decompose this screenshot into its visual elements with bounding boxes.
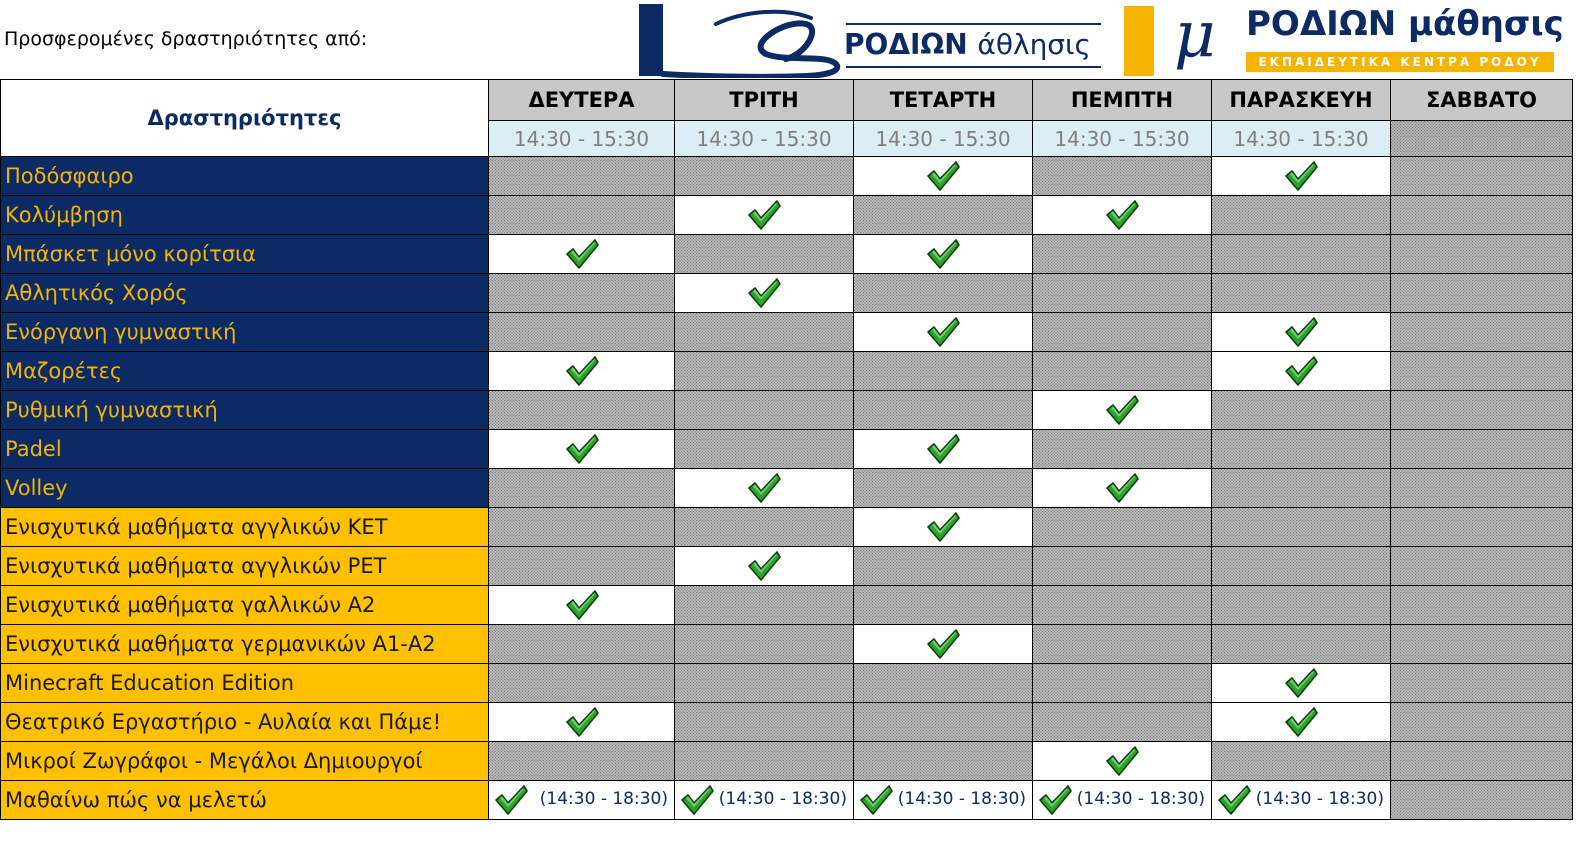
slot-available-wednesday bbox=[854, 313, 1033, 352]
logo-block bbox=[1124, 6, 1154, 76]
checkmark-icon bbox=[1283, 315, 1319, 349]
table-row bbox=[1, 625, 1573, 664]
slot-unavailable-thursday bbox=[1033, 274, 1212, 313]
checkmark-icon bbox=[1216, 783, 1252, 817]
slot-unavailable-wednesday bbox=[854, 352, 1033, 391]
slot-unavailable-monday bbox=[489, 547, 675, 586]
slot-unavailable-monday bbox=[489, 157, 675, 196]
slot-available-monday bbox=[489, 235, 675, 274]
checkmark-icon bbox=[1283, 354, 1319, 388]
slot-unavailable-tuesday bbox=[675, 430, 854, 469]
checkmark-icon bbox=[679, 783, 715, 817]
day-header-wednesday: ΤΕΤΑΡΤΗ bbox=[854, 80, 1033, 121]
table-row bbox=[1, 742, 1573, 781]
activity-name: Ποδόσφαιρο bbox=[1, 157, 489, 196]
checkmark-icon bbox=[1283, 705, 1319, 739]
slot-unavailable-saturday bbox=[1391, 196, 1573, 235]
slot-available-friday bbox=[1212, 313, 1391, 352]
slot-unavailable-wednesday bbox=[854, 196, 1033, 235]
logo-mu-letter: μ bbox=[1174, 0, 1216, 72]
activity-name: Ενόργανη γυμναστική bbox=[1, 313, 489, 352]
slot-available-tuesday bbox=[675, 469, 854, 508]
activity-name: Μαθαίνω πώς να μελετώ bbox=[1, 781, 489, 820]
slot-unavailable-saturday bbox=[1391, 703, 1573, 742]
slot-unavailable-thursday bbox=[1033, 235, 1212, 274]
table-row bbox=[1, 469, 1573, 508]
slot-unavailable-thursday bbox=[1033, 547, 1212, 586]
checkmark-icon bbox=[1104, 471, 1140, 505]
extended-time-label: (14:30 - 18:30) bbox=[1076, 789, 1205, 809]
table-row bbox=[1, 664, 1573, 703]
table-row bbox=[1, 235, 1573, 274]
slot-available-thursday bbox=[1033, 742, 1212, 781]
time-slot-wednesday: 14:30 - 15:30 bbox=[854, 121, 1033, 157]
slot-unavailable-friday bbox=[1212, 274, 1391, 313]
slot-unavailable-thursday bbox=[1033, 703, 1212, 742]
table-row bbox=[1, 547, 1573, 586]
checkmark-icon bbox=[925, 237, 961, 271]
slot-unavailable-saturday bbox=[1391, 742, 1573, 781]
activity-name: Volley bbox=[1, 469, 489, 508]
slot-unavailable-saturday bbox=[1391, 313, 1573, 352]
logo-learning-brand: ΡΟΔΙΩΝ μάθησις bbox=[1246, 4, 1564, 44]
slot-available-thursday bbox=[1033, 196, 1212, 235]
day-header-saturday: ΣΑΒΒΑΤΟ bbox=[1391, 80, 1573, 121]
rodion-mathisis-logo bbox=[1122, 0, 1572, 78]
slot-unavailable-friday bbox=[1212, 391, 1391, 430]
logo-rule bbox=[846, 66, 1101, 68]
slot-unavailable-tuesday bbox=[675, 157, 854, 196]
time-slot-tuesday: 14:30 - 15:30 bbox=[675, 121, 854, 157]
extended-time-label: (14:30 - 18:30) bbox=[897, 789, 1026, 809]
checkmark-icon bbox=[1104, 198, 1140, 232]
checkmark-icon bbox=[746, 276, 782, 310]
checkmark-icon bbox=[746, 549, 782, 583]
slot-unavailable-monday bbox=[489, 625, 675, 664]
slot-available-tuesday bbox=[675, 781, 854, 820]
header-bar bbox=[0, 0, 1576, 80]
slot-unavailable-saturday bbox=[1391, 586, 1573, 625]
slot-available-thursday bbox=[1033, 781, 1212, 820]
activity-name: Κολύμβηση bbox=[1, 196, 489, 235]
slot-unavailable-saturday bbox=[1391, 157, 1573, 196]
table-row bbox=[1, 703, 1573, 742]
time-slot-saturday bbox=[1391, 121, 1573, 157]
slot-unavailable-thursday bbox=[1033, 508, 1212, 547]
slot-unavailable-wednesday bbox=[854, 664, 1033, 703]
slot-available-friday bbox=[1212, 157, 1391, 196]
activity-name: Padel bbox=[1, 430, 489, 469]
time-slot-monday: 14:30 - 15:30 bbox=[489, 121, 675, 157]
slot-unavailable-friday bbox=[1212, 469, 1391, 508]
slot-unavailable-wednesday bbox=[854, 703, 1033, 742]
slot-available-friday bbox=[1212, 352, 1391, 391]
intro-text: Προσφερομένες δραστηριότητες από: bbox=[4, 28, 368, 50]
slot-unavailable-wednesday bbox=[854, 547, 1033, 586]
slot-unavailable-saturday bbox=[1391, 274, 1573, 313]
slot-available-tuesday bbox=[675, 274, 854, 313]
slot-unavailable-saturday bbox=[1391, 625, 1573, 664]
logo-athletics-text bbox=[844, 28, 1091, 61]
slot-unavailable-saturday bbox=[1391, 235, 1573, 274]
slot-available-wednesday bbox=[854, 235, 1033, 274]
logo-learning-tagline: ΕΚΠΑΙΔΕΥΤΙΚΑ ΚΕΝΤΡΑ ΡΟΔΟΥ bbox=[1246, 52, 1554, 72]
checkmark-icon bbox=[925, 432, 961, 466]
slot-available-wednesday bbox=[854, 430, 1033, 469]
checkmark-icon bbox=[746, 198, 782, 232]
checkmark-icon bbox=[564, 432, 600, 466]
slot-available-tuesday bbox=[675, 547, 854, 586]
activity-name: Αθλητικός Χορός bbox=[1, 274, 489, 313]
slot-unavailable-friday bbox=[1212, 742, 1391, 781]
checkmark-icon bbox=[925, 627, 961, 661]
slot-available-wednesday bbox=[854, 508, 1033, 547]
slot-available-monday bbox=[489, 352, 675, 391]
slot-unavailable-monday bbox=[489, 391, 675, 430]
table-row bbox=[1, 352, 1573, 391]
logo-swoosh-icon bbox=[636, 4, 846, 78]
activity-name: Μικροί Ζωγράφοι - Μεγάλοι Δημιουργοί bbox=[1, 742, 489, 781]
slot-unavailable-monday bbox=[489, 664, 675, 703]
activity-name: Θεατρικό Εργαστήριο - Αυλαία και Πάμε! bbox=[1, 703, 489, 742]
slot-unavailable-friday bbox=[1212, 430, 1391, 469]
checkmark-icon bbox=[858, 783, 894, 817]
slot-unavailable-thursday bbox=[1033, 625, 1212, 664]
slot-available-friday bbox=[1212, 781, 1391, 820]
slot-unavailable-wednesday bbox=[854, 586, 1033, 625]
slot-available-monday bbox=[489, 703, 675, 742]
slot-unavailable-saturday bbox=[1391, 352, 1573, 391]
slot-available-monday bbox=[489, 430, 675, 469]
slot-unavailable-friday bbox=[1212, 625, 1391, 664]
slot-available-monday bbox=[489, 586, 675, 625]
slot-unavailable-friday bbox=[1212, 586, 1391, 625]
extended-time-label: (14:30 - 18:30) bbox=[718, 789, 847, 809]
slot-unavailable-friday bbox=[1212, 196, 1391, 235]
slot-unavailable-monday bbox=[489, 313, 675, 352]
slot-available-wednesday bbox=[854, 157, 1033, 196]
activity-name: Ενισχυτικά μαθήματα γαλλικών Α2 bbox=[1, 586, 489, 625]
table-row bbox=[1, 508, 1573, 547]
slot-unavailable-monday bbox=[489, 469, 675, 508]
schedule-body bbox=[1, 157, 1573, 820]
slot-available-wednesday bbox=[854, 781, 1033, 820]
checkmark-icon bbox=[925, 510, 961, 544]
day-header-friday: ΠΑΡΑΣΚΕΥΗ bbox=[1212, 80, 1391, 121]
slot-unavailable-thursday bbox=[1033, 664, 1212, 703]
slot-available-friday bbox=[1212, 703, 1391, 742]
slot-unavailable-wednesday bbox=[854, 742, 1033, 781]
checkmark-icon bbox=[1037, 783, 1073, 817]
time-slot-thursday: 14:30 - 15:30 bbox=[1033, 121, 1212, 157]
activity-name: Ενισχυτικά μαθήματα γερμανικών Α1-Α2 bbox=[1, 625, 489, 664]
extended-time-label: (14:30 - 18:30) bbox=[539, 789, 668, 809]
time-slot-friday: 14:30 - 15:30 bbox=[1212, 121, 1391, 157]
slot-unavailable-tuesday bbox=[675, 625, 854, 664]
slot-unavailable-tuesday bbox=[675, 508, 854, 547]
logo-athletics-word: άθλησις bbox=[977, 28, 1091, 61]
slot-unavailable-thursday bbox=[1033, 352, 1212, 391]
slot-unavailable-monday bbox=[489, 508, 675, 547]
day-header-monday: ΔΕΥΤΕΡΑ bbox=[489, 80, 675, 121]
slot-unavailable-tuesday bbox=[675, 586, 854, 625]
table-row bbox=[1, 274, 1573, 313]
slot-unavailable-wednesday bbox=[854, 469, 1033, 508]
checkmark-icon bbox=[1283, 666, 1319, 700]
day-header-thursday: ΠΕΜΠΤΗ bbox=[1033, 80, 1212, 121]
day-header-tuesday: ΤΡΙΤΗ bbox=[675, 80, 854, 121]
checkmark-icon bbox=[564, 237, 600, 271]
table-row bbox=[1, 157, 1573, 196]
slot-unavailable-saturday bbox=[1391, 508, 1573, 547]
slot-unavailable-saturday bbox=[1391, 430, 1573, 469]
checkmark-icon bbox=[493, 783, 529, 817]
activities-header: Δραστηριότητες bbox=[1, 80, 489, 157]
slot-unavailable-saturday bbox=[1391, 469, 1573, 508]
slot-unavailable-tuesday bbox=[675, 235, 854, 274]
slot-available-thursday bbox=[1033, 469, 1212, 508]
slot-unavailable-wednesday bbox=[854, 274, 1033, 313]
slot-available-wednesday bbox=[854, 625, 1033, 664]
slot-unavailable-friday bbox=[1212, 547, 1391, 586]
slot-unavailable-monday bbox=[489, 742, 675, 781]
slot-available-thursday bbox=[1033, 391, 1212, 430]
slot-unavailable-tuesday bbox=[675, 352, 854, 391]
table-row bbox=[1, 391, 1573, 430]
slot-unavailable-tuesday bbox=[675, 391, 854, 430]
slot-unavailable-tuesday bbox=[675, 742, 854, 781]
slot-unavailable-tuesday bbox=[675, 313, 854, 352]
slot-unavailable-saturday bbox=[1391, 664, 1573, 703]
slot-unavailable-thursday bbox=[1033, 430, 1212, 469]
slot-available-friday bbox=[1212, 664, 1391, 703]
slot-unavailable-saturday bbox=[1391, 547, 1573, 586]
slot-unavailable-tuesday bbox=[675, 703, 854, 742]
checkmark-icon bbox=[925, 159, 961, 193]
checkmark-icon bbox=[564, 705, 600, 739]
slot-unavailable-monday bbox=[489, 274, 675, 313]
slot-unavailable-saturday bbox=[1391, 391, 1573, 430]
activity-name: Ενισχυτικά μαθήματα αγγλικών PET bbox=[1, 547, 489, 586]
slot-available-monday bbox=[489, 781, 675, 820]
slot-unavailable-thursday bbox=[1033, 157, 1212, 196]
slot-unavailable-thursday bbox=[1033, 313, 1212, 352]
slot-unavailable-monday bbox=[489, 196, 675, 235]
table-row bbox=[1, 586, 1573, 625]
table-row bbox=[1, 196, 1573, 235]
checkmark-icon bbox=[1104, 744, 1140, 778]
table-row bbox=[1, 313, 1573, 352]
day-header-row bbox=[1, 80, 1573, 121]
slot-unavailable-thursday bbox=[1033, 586, 1212, 625]
activity-name: Ρυθμική γυμναστική bbox=[1, 391, 489, 430]
logo-rule bbox=[846, 23, 1101, 25]
checkmark-icon bbox=[564, 354, 600, 388]
activities-schedule-table bbox=[0, 79, 1573, 820]
activity-name: Μπάσκετ μόνο κορίτσια bbox=[1, 235, 489, 274]
slot-available-tuesday bbox=[675, 196, 854, 235]
checkmark-icon bbox=[1283, 159, 1319, 193]
activity-name: Minecraft Education Edition bbox=[1, 664, 489, 703]
activity-name: Ενισχυτικά μαθήματα αγγλικών ΚΕΤ bbox=[1, 508, 489, 547]
logo-athletics-brand: ΡΟΔΙΩΝ bbox=[844, 28, 968, 61]
checkmark-icon bbox=[925, 315, 961, 349]
checkmark-icon bbox=[564, 588, 600, 622]
slot-unavailable-friday bbox=[1212, 235, 1391, 274]
table-row bbox=[1, 781, 1573, 820]
slot-unavailable-tuesday bbox=[675, 664, 854, 703]
slot-unavailable-friday bbox=[1212, 508, 1391, 547]
slot-unavailable-wednesday bbox=[854, 391, 1033, 430]
table-row bbox=[1, 430, 1573, 469]
rodion-athlisis-logo bbox=[636, 4, 1116, 78]
activity-name: Μαζορέτες bbox=[1, 352, 489, 391]
slot-unavailable-saturday bbox=[1391, 781, 1573, 820]
checkmark-icon bbox=[1104, 393, 1140, 427]
checkmark-icon bbox=[746, 471, 782, 505]
extended-time-label: (14:30 - 18:30) bbox=[1255, 789, 1384, 809]
